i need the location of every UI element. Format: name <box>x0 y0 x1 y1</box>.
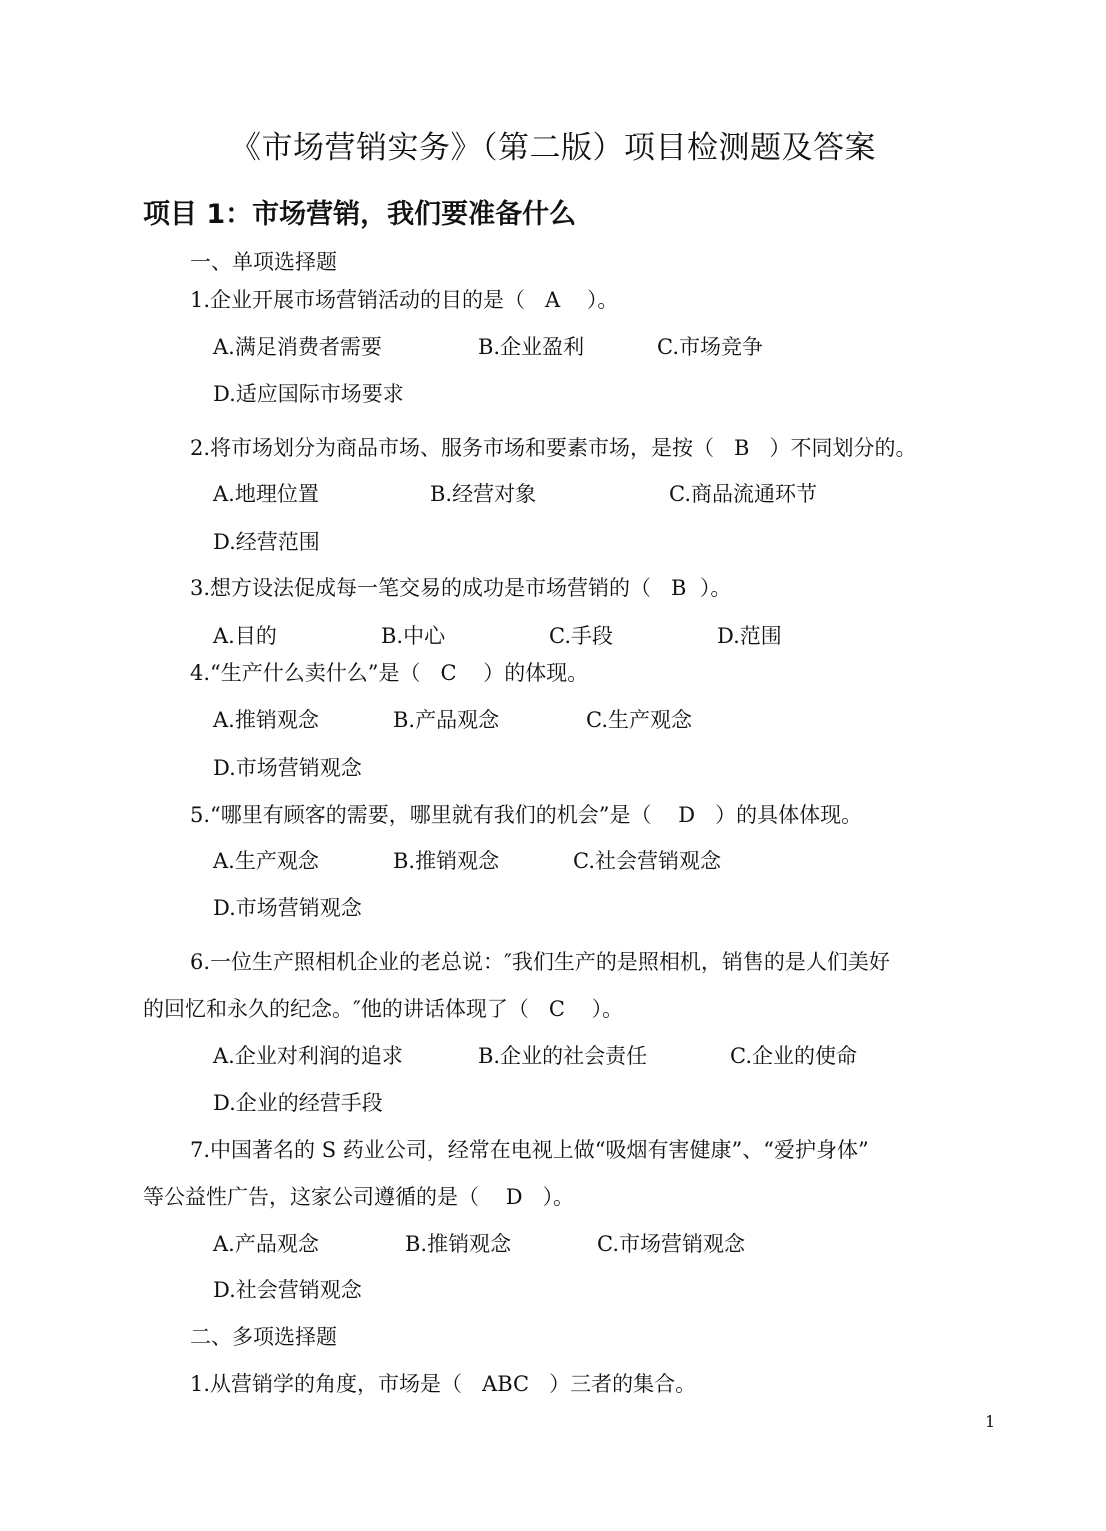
option: D.范围 <box>717 624 782 648</box>
question-stem: 1.企业开展市场营销活动的目的是（ A ）。 <box>190 288 619 312</box>
option: B.产品观念 <box>393 708 500 732</box>
part1-heading: 一、单项选择题 <box>190 250 337 274</box>
option: C.市场竞争 <box>657 335 763 359</box>
option: A.地理位置 <box>213 482 319 506</box>
question-stem-line2: 等公益性广告，这家公司遵循的是（ D ）。 <box>143 1185 575 1209</box>
option: B.中心 <box>381 624 446 648</box>
option: C.手段 <box>549 624 613 648</box>
option: A.企业对利润的追求 <box>213 1044 403 1068</box>
question-stem: 5.“哪里有顾客的需要，哪里就有我们的机会”是（ D ）的具体体现。 <box>190 803 863 827</box>
option: A.满足消费者需要 <box>213 335 382 359</box>
section-title: 项目 1：市场营销，我们要准备什么 <box>143 199 577 230</box>
option: B.企业盈利 <box>478 335 585 359</box>
option: C.生产观念 <box>586 708 692 732</box>
option: B.推销观念 <box>405 1232 512 1256</box>
option: A.目的 <box>213 624 277 648</box>
option: D.市场营销观念 <box>213 756 362 780</box>
part2-heading: 二、多项选择题 <box>190 1325 337 1349</box>
option: C.企业的使命 <box>730 1044 857 1068</box>
question-stem: 2.将市场划分为商品市场、服务市场和要素市场，是按（ B ）不同划分的。 <box>190 436 917 460</box>
option: D.经营范围 <box>213 530 320 554</box>
question-stem: 3.想方设法促成每一笔交易的成功是市场营销的（ B ）。 <box>190 576 732 600</box>
option: A.生产观念 <box>213 849 319 873</box>
option: D.适应国际市场要求 <box>213 382 404 406</box>
question-stem: 4.“生产什么卖什么”是（ C ）的体现。 <box>190 661 589 685</box>
option: B.企业的社会责任 <box>478 1044 648 1068</box>
option: B.推销观念 <box>393 849 500 873</box>
option: C.市场营销观念 <box>597 1232 745 1256</box>
question-stem-line1: 7.中国著名的 S 药业公司，经常在电视上做“吸烟有害健康”、“爱护身体” <box>190 1138 869 1162</box>
option: A.推销观念 <box>213 708 319 732</box>
question-stem-line1: 6.一位生产照相机企业的老总说：″我们生产的是照相机，销售的是人们美好 <box>190 950 890 974</box>
option: C.商品流通环节 <box>669 482 817 506</box>
question-stem: 1.从营销学的角度，市场是（ ABC ）三者的集合。 <box>190 1372 697 1396</box>
option: A.产品观念 <box>213 1232 319 1256</box>
question-stem-line2: 的回忆和永久的纪念。″他的讲话体现了（ C ）。 <box>143 997 624 1021</box>
option: B.经营对象 <box>430 482 537 506</box>
option: C.社会营销观念 <box>573 849 721 873</box>
document-title: 《市场营销实务》（第二版）项目检测题及答案 <box>230 130 876 166</box>
option: D.社会营销观念 <box>213 1278 362 1302</box>
option: D.企业的经营手段 <box>213 1091 383 1115</box>
option: D.市场营销观念 <box>213 896 362 920</box>
page-number: 1 <box>985 1412 996 1431</box>
